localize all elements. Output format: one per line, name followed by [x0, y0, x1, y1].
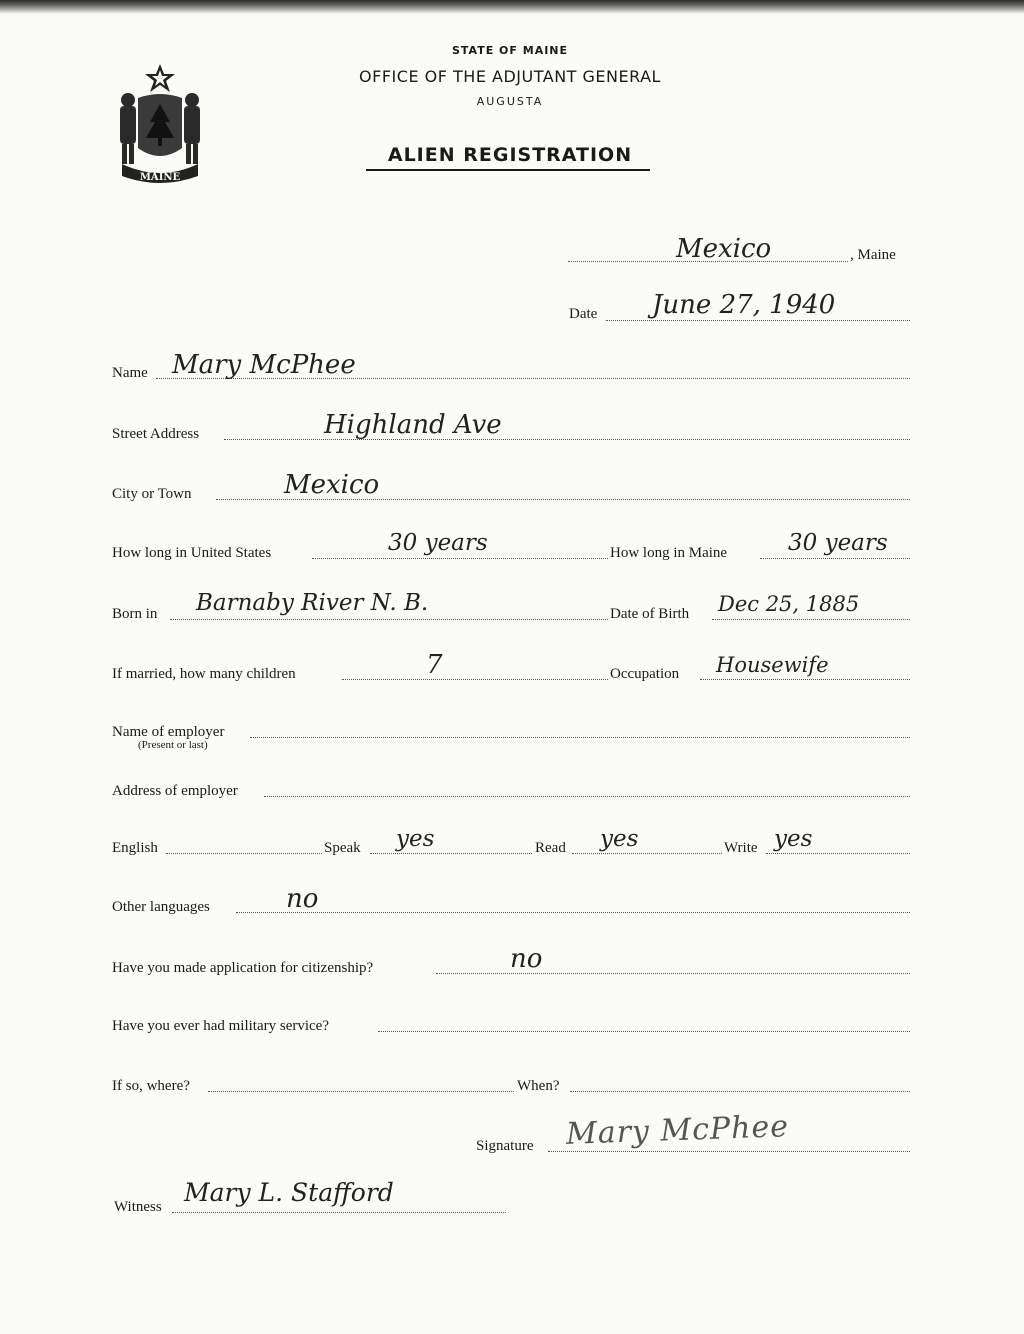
children-line: [342, 679, 608, 680]
date-line: [606, 320, 910, 321]
speak-line: [370, 853, 532, 854]
born-in-line: [170, 619, 608, 620]
other-languages-entry: no: [286, 884, 319, 914]
city-entry: Mexico: [284, 470, 380, 500]
town-entry: Mexico: [676, 234, 772, 264]
read-label: Read: [535, 840, 566, 856]
header-state: STATE OF MAINE: [451, 44, 569, 57]
date-of-birth-label: Date of Birth: [610, 606, 690, 622]
occupation-line: [700, 679, 910, 680]
when-line: [570, 1091, 910, 1092]
employer-note: (Present or last): [138, 739, 208, 751]
citizenship-entry: no: [510, 944, 543, 974]
born-in-label: Born in: [112, 606, 158, 622]
form-title: ALIEN REGISTRATION: [387, 144, 633, 166]
svg-text:MAINE: MAINE: [139, 172, 181, 183]
maine-label: , Maine: [850, 247, 896, 263]
born-in-entry: Barnaby River N. B.: [196, 590, 429, 616]
write-label: Write: [724, 840, 758, 856]
how-long-us-entry: 30 years: [388, 530, 488, 556]
signature-label: Signature: [476, 1138, 534, 1154]
when-label: When?: [517, 1078, 560, 1094]
date-entry: June 27, 1940: [652, 290, 836, 320]
how-long-maine-entry: 30 years: [788, 530, 888, 556]
employer-name-label: Name of employer: [112, 724, 225, 740]
date-of-birth-line: [712, 619, 910, 620]
other-languages-label: Other languages: [112, 899, 210, 915]
name-entry: Mary McPhee: [172, 350, 356, 380]
how-long-maine-line: [760, 558, 910, 559]
how-long-maine-label: How long in Maine: [610, 545, 728, 561]
citizenship-line: [436, 973, 910, 974]
date-label: Date: [569, 306, 598, 322]
children-label: If married, how many children: [112, 666, 296, 682]
signature-line: [548, 1151, 910, 1152]
city-label: City or Town: [112, 486, 192, 502]
speak-label: Speak: [324, 840, 361, 856]
where-label: If so, where?: [112, 1078, 190, 1094]
english-label: English: [112, 840, 158, 856]
how-long-us-line: [312, 558, 608, 559]
witness-label: Witness: [114, 1199, 162, 1215]
occupation-label: Occupation: [610, 666, 680, 682]
english-line: [166, 853, 322, 854]
signature-entry: Mary McPhee: [565, 1109, 790, 1152]
occupation-entry: Housewife: [716, 653, 829, 677]
write-entry: yes: [774, 826, 813, 852]
where-line: [208, 1091, 514, 1092]
date-of-birth-entry: Dec 25, 1885: [718, 592, 860, 616]
military-line: [378, 1031, 910, 1032]
employer-name-line: [250, 737, 910, 738]
children-entry: 7: [426, 650, 443, 680]
military-label: Have you ever had military service?: [112, 1018, 329, 1034]
speak-entry: yes: [396, 826, 435, 852]
citizenship-label: Have you made application for citizenship?: [112, 960, 374, 976]
read-entry: yes: [600, 826, 639, 852]
scan-edge: [0, 0, 1024, 14]
street-entry: Highland Ave: [324, 410, 502, 440]
read-line: [572, 853, 722, 854]
other-languages-line: [236, 912, 910, 913]
title-underline: [366, 169, 650, 171]
employer-address-line: [264, 796, 910, 797]
witness-entry: Mary L. Stafford: [184, 1178, 394, 1207]
how-long-us-label: How long in United States: [112, 545, 272, 561]
header-office: OFFICE OF THE ADJUTANT GENERAL: [359, 67, 661, 86]
witness-line: [172, 1212, 506, 1213]
name-label: Name: [112, 365, 148, 381]
employer-address-label: Address of employer: [112, 783, 238, 799]
write-line: [766, 853, 910, 854]
street-label: Street Address: [112, 426, 200, 442]
header-city: AUGUSTA: [476, 95, 544, 108]
